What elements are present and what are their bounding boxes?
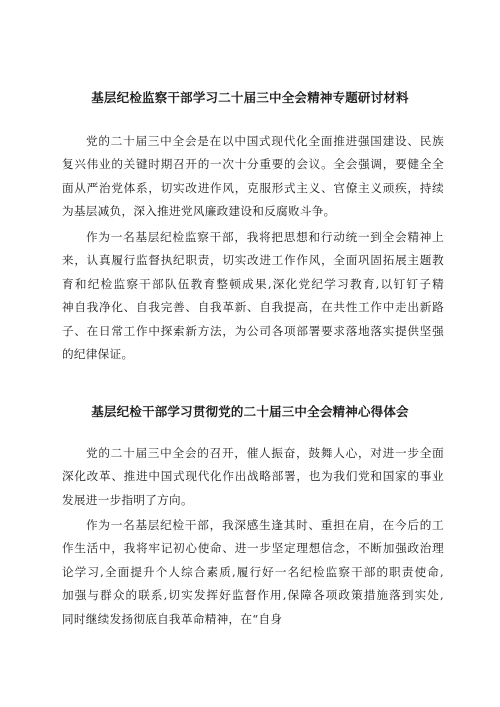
text-line: 来，认真履行监督执纪职责，切实改进工作作风，全面巩固拓展主题教 (62, 253, 444, 268)
text-line: 发展进一步指明了方向。 (62, 492, 193, 507)
text-line: 深化改革、推进中国式现代化作出战略部署，也为我们党和国家的事业 (62, 469, 444, 484)
text-line: 论学习,全面提升个人综合素质,履行好一名纪检监察干部的职责使命, (62, 564, 444, 579)
text-line: 党的二十届三中全会的召开，催人振奋，鼓舞人心，对进一步全面 (86, 446, 444, 460)
text-line: 面从严治党体系，切实改进作风，克服形式主义、官僚主义顽疾，持续 (62, 180, 444, 195)
section-2-title: 基层纪检干部学习贯彻党的二十届三中全会精神心得体会 (91, 404, 409, 419)
section-2-paragraph-1 (62, 442, 444, 512)
text-line: 同时继续发扬彻底自我革命精神，在“自身 (62, 611, 283, 626)
text-line: 的纪律保证。 (62, 347, 134, 362)
text-line: 作生活中，我将牢记初心使命、进一步坚定理想信念，不断加强政治理 (62, 541, 444, 556)
section-1-paragraph-1 (62, 130, 444, 224)
text-line: 复兴伟业的关键时期召开的一次十分重要的会议。全会强调，要健全全 (62, 157, 444, 172)
section-2-paragraph-2 (62, 514, 444, 631)
text-line: 党的二十届三中全会是在以中国式现代化全面推进强国建设、民族 (86, 134, 444, 148)
section-1-paragraph-2 (62, 226, 444, 366)
text-line: 作为一名基层纪检干部，我深感生逢其时、重担在肩，在今后的工 (86, 518, 444, 532)
text-line: 作为一名基层纪检监察干部，我将把思想和行动统一到全会精神上 (86, 230, 444, 244)
text-line: 神自我净化、自我完善、自我革新、自我提高，在共性工作中走出新路 (62, 300, 444, 315)
text-line: 加强与群众的联系,切实发挥好监督作用,保障各项政策措施落到实处, (62, 588, 444, 603)
text-line: 为基层减负，深入推进党风廉政建设和反腐败斗争。 (62, 204, 336, 219)
section-1-title: 基层纪检监察干部学习二十届三中全会精神专题研讨材料 (91, 90, 409, 105)
text-line: 子、在日常工作中探索新方法，为公司各项部署要求落地落实提供坚强 (62, 323, 444, 338)
text-line: 育和纪检监察干部队伍教育整顿成果,深化党纪学习教育,以钉钉子精 (62, 276, 444, 291)
